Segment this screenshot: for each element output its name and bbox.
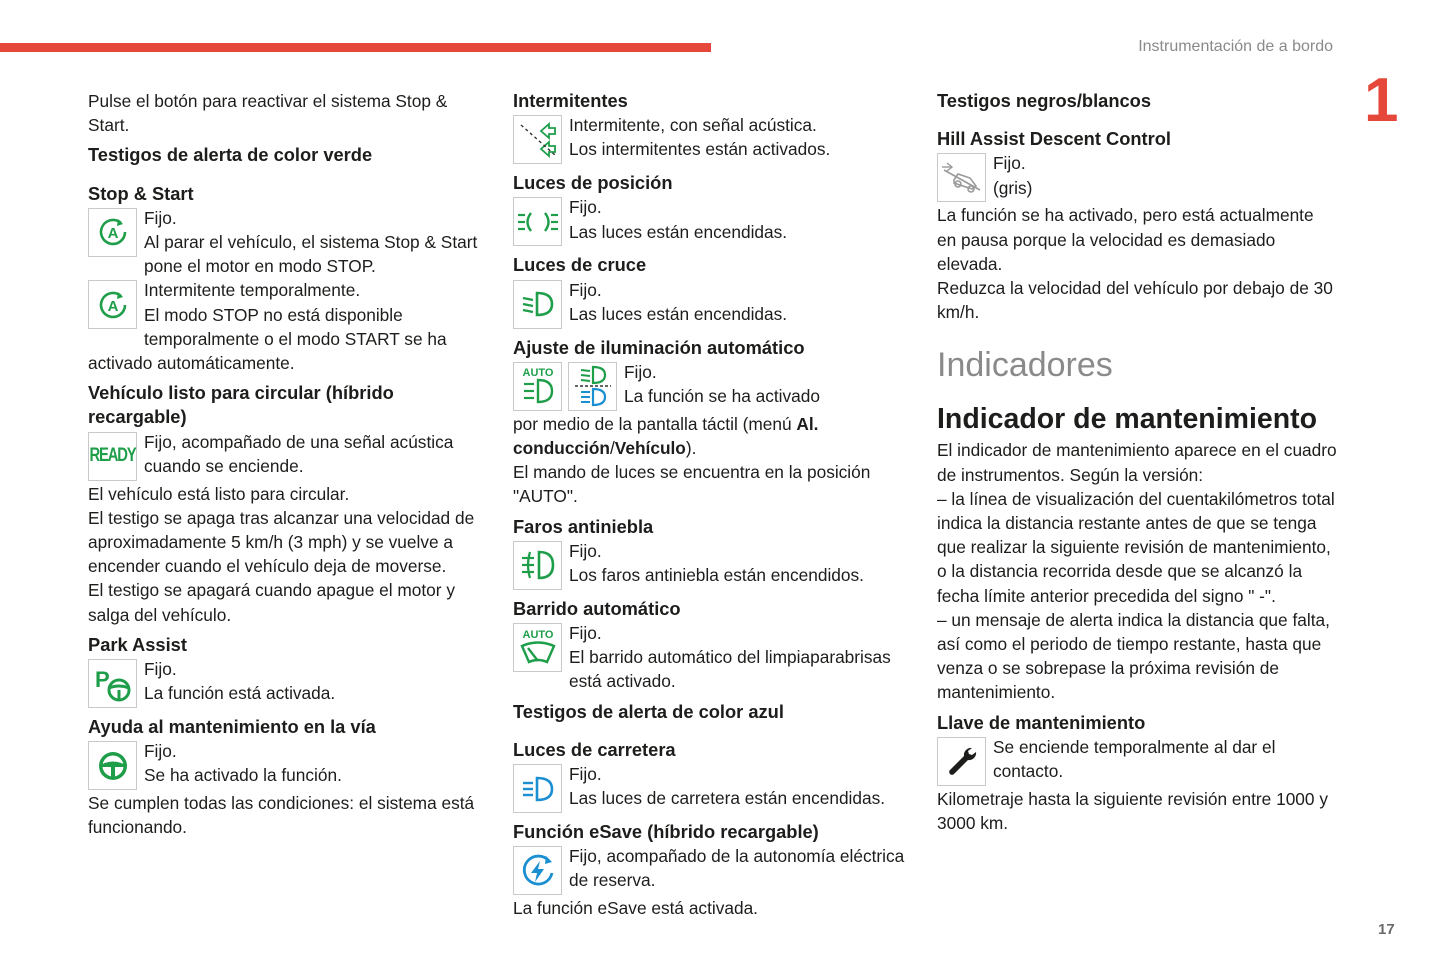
auto-lighting-icon — [513, 362, 562, 411]
main-beam-heading: Luces de carretera — [513, 738, 676, 760]
ready-paragraph-1: El vehículo está listo para circular. — [88, 483, 350, 504]
auto-lighting-heading: Ajuste de iluminación automático — [513, 336, 805, 358]
wrench-icon — [937, 737, 986, 786]
ready-paragraph-3: El testigo se apagará cuando apague el motor y salga del vehículo. — [88, 580, 455, 625]
lane-keeping-heading: Ayuda al mantenimiento en la vía — [88, 716, 376, 738]
column-3 — [937, 89, 1337, 835]
menu-separator: / — [609, 438, 615, 459]
front-fog-line-1: Fijo. — [569, 540, 602, 561]
maintenance-paragraph: El indicador de mantenimiento aparece en el cuadro de instrumentos. Según la versión: — [937, 440, 1337, 485]
dipped-beam-line-1: Fijo. — [569, 279, 602, 300]
intro-paragraph: Pulse el botón para reactivar el sistema Stop & Start. — [88, 91, 448, 136]
stop-start-fixed-line: Fijo. — [144, 207, 177, 228]
dipped-beam-entry — [513, 278, 918, 330]
position-lights-line-1: Fijo. — [569, 197, 602, 218]
dipped-beam-icon — [513, 280, 562, 329]
menu-driving-label: Al. conducción — [513, 413, 819, 459]
maintenance-indicator-heading: Indicador de mantenimiento — [937, 403, 1318, 436]
lane-keeping-entry — [88, 739, 488, 791]
front-fog-entry — [513, 539, 918, 591]
menu-vehicle-label: Vehículo — [614, 438, 686, 459]
hill-descent-line-1: Fijo. — [993, 153, 1026, 174]
position-lights-line-2: Las luces están encendidas. — [569, 221, 788, 242]
main-beam-line-1: Fijo. — [569, 764, 602, 785]
auto-wipe-text: El barrido automático del limpiaparabrisas está activado. — [569, 647, 891, 692]
ready-entry — [88, 430, 488, 482]
lane-keeping-paragraph: Se cumplen todas las condiciones: el sistema está funcionando. — [88, 793, 475, 838]
hill-descent-icon — [937, 153, 986, 202]
turn-signal-icon — [513, 115, 562, 164]
position-lights-entry — [513, 195, 918, 247]
stop-start-heading: Stop & Start — [88, 182, 194, 204]
stop-start-flashing-text: El modo STOP no está disponible temporalmente o el modo START se ha activado automáticamente. — [88, 304, 447, 374]
wrench-text: Se enciende temporalmente al dar el contacto. — [993, 736, 1276, 782]
hill-descent-paragraph-2: Reduzca la velocidad del vehículo por debajo de 30 km/h. — [937, 278, 1333, 323]
svg-text:A: A — [107, 225, 118, 243]
ready-icon — [88, 432, 137, 481]
lane-keeping-line-1: Fijo. — [144, 741, 177, 762]
front-fog-heading: Faros antiniebla — [513, 515, 654, 537]
stop-start-icon — [88, 280, 137, 329]
column-1 — [88, 89, 488, 840]
page-number: 17 — [1378, 921, 1395, 938]
top-accent-bar — [0, 43, 711, 52]
turn-signal-entry — [513, 113, 918, 165]
steering-wheel-icon — [88, 741, 137, 790]
hill-descent-line-2: (gris) — [993, 177, 1033, 198]
auto-lighting-paragraph-1 — [513, 412, 918, 460]
esave-icon — [513, 846, 562, 895]
main-beam-entry — [513, 762, 918, 814]
front-fog-line-2: Los faros antiniebla están encendidos. — [569, 565, 864, 586]
park-assist-line-1: Fijo. — [144, 659, 177, 680]
esave-heading: Función eSave (híbrido recargable) — [513, 821, 819, 843]
maintenance-bullet-1: – la línea de visualización del cuentakilómetros total indica la distancia restante antes de que se tenga que realizar la siguiente revisión de mantenimiento, o la distancia recorrida desde que se alcanzó la fecha límite anterior precedida del signo " -". — [937, 488, 1335, 606]
stop-start-fixed-text: Al parar el vehículo, el sistema Stop & Start pone el motor en modo STOP. — [144, 232, 478, 277]
hill-descent-entry — [937, 151, 1337, 203]
beam-switch-icon — [568, 362, 617, 411]
auto-lighting-line-2: La función se ha activado — [624, 386, 820, 407]
main-beam-icon — [513, 764, 562, 813]
ready-paragraph-2: El testigo se apaga tras alcanzar una velocidad de aproximadamente 5 km/h (3 mph) y se vuelve a encender cuando el vehículo deja de moverse. — [88, 507, 475, 577]
blue-warnings-heading: Testigos de alerta de color azul — [513, 700, 784, 722]
auto-lighting-icon-label: AUTO — [522, 367, 553, 380]
running-header: Instrumentación de a bordo — [1138, 38, 1333, 55]
wrench-paragraph: Kilometraje hasta la siguiente revisión entre 1000 y 3000 km. — [937, 788, 1328, 834]
auto-wipe-heading: Barrido automático — [513, 597, 681, 619]
ready-icon-label: READY — [89, 445, 136, 467]
ready-text: Fijo, acompañado de una señal acústica cuando se enciende. — [144, 431, 454, 476]
hill-descent-paragraph-1: La función se ha activado, pero está actualmente en pausa porque la velocidad es demasiado elevada. — [937, 205, 1314, 274]
stop-start-icon — [88, 208, 137, 257]
wrench-entry — [937, 735, 1337, 787]
front-fog-icon — [513, 541, 562, 590]
auto-lighting-line-1: Fijo. — [624, 361, 657, 382]
stop-start-flashing-line: Intermitente temporalmente. — [144, 280, 361, 301]
auto-lighting-entry — [513, 360, 918, 412]
section-title: Indicadores — [937, 346, 1113, 385]
stop-start-entry-flashing — [88, 278, 488, 375]
main-beam-line-2: Las luces de carretera están encendidas. — [569, 788, 886, 809]
auto-lighting-text-a: por medio de la pantalla táctil (menú — [513, 413, 797, 434]
park-assist-heading: Park Assist — [88, 633, 187, 655]
turn-signal-line-2: Los intermitentes están activados. — [569, 139, 831, 160]
position-lights-icon — [513, 197, 562, 246]
auto-lighting-paragraph-2: El mando de luces se encuentra en la posición "AUTO". — [513, 462, 871, 507]
auto-wipe-line-1: Fijo. — [569, 623, 602, 644]
park-assist-icon — [88, 659, 137, 708]
dipped-beam-line-2: Las luces están encendidas. — [569, 303, 788, 324]
black-white-warnings-heading: Testigos negros/blancos — [937, 90, 1152, 111]
turn-signal-line-1: Intermitente, con señal acústica. — [569, 115, 817, 136]
dipped-beam-heading: Luces de cruce — [513, 254, 647, 276]
auto-wipe-entry — [513, 621, 918, 694]
maintenance-bullet-2: – un mensaje de alerta indica la distancia que falta, así como el periodo de tiempo restante, hasta que venza o se sobrepase la próxima revisión de mantenimiento. — [937, 609, 1330, 703]
wrench-heading: Llave de mantenimiento — [937, 711, 1146, 733]
esave-paragraph: La función eSave está activada. — [513, 898, 758, 919]
turn-signal-heading: Intermitentes — [513, 90, 628, 111]
green-warnings-heading: Testigos de alerta de color verde — [88, 144, 373, 166]
stop-start-entry-fixed — [88, 206, 488, 279]
park-assist-entry — [88, 657, 488, 709]
svg-text:P: P — [94, 666, 110, 692]
hill-descent-heading: Hill Assist Descent Control — [937, 128, 1171, 150]
column-2 — [513, 89, 918, 920]
chapter-number: 1 — [1364, 66, 1399, 135]
auto-wipe-icon-label: AUTO — [522, 628, 553, 641]
park-assist-line-2: La función está activada. — [144, 683, 336, 704]
ready-heading: Vehículo listo para circular (híbrido recargable) — [88, 382, 394, 428]
svg-text:A: A — [107, 297, 118, 315]
auto-lighting-text-e: ). — [685, 438, 697, 459]
esave-text: Fijo, acompañado de la autonomía eléctrica de reserva. — [569, 846, 905, 891]
auto-wipe-icon — [513, 623, 562, 672]
position-lights-heading: Luces de posición — [513, 172, 673, 194]
lane-keeping-line-2: Se ha activado la función. — [144, 765, 342, 786]
esave-entry — [513, 844, 918, 896]
